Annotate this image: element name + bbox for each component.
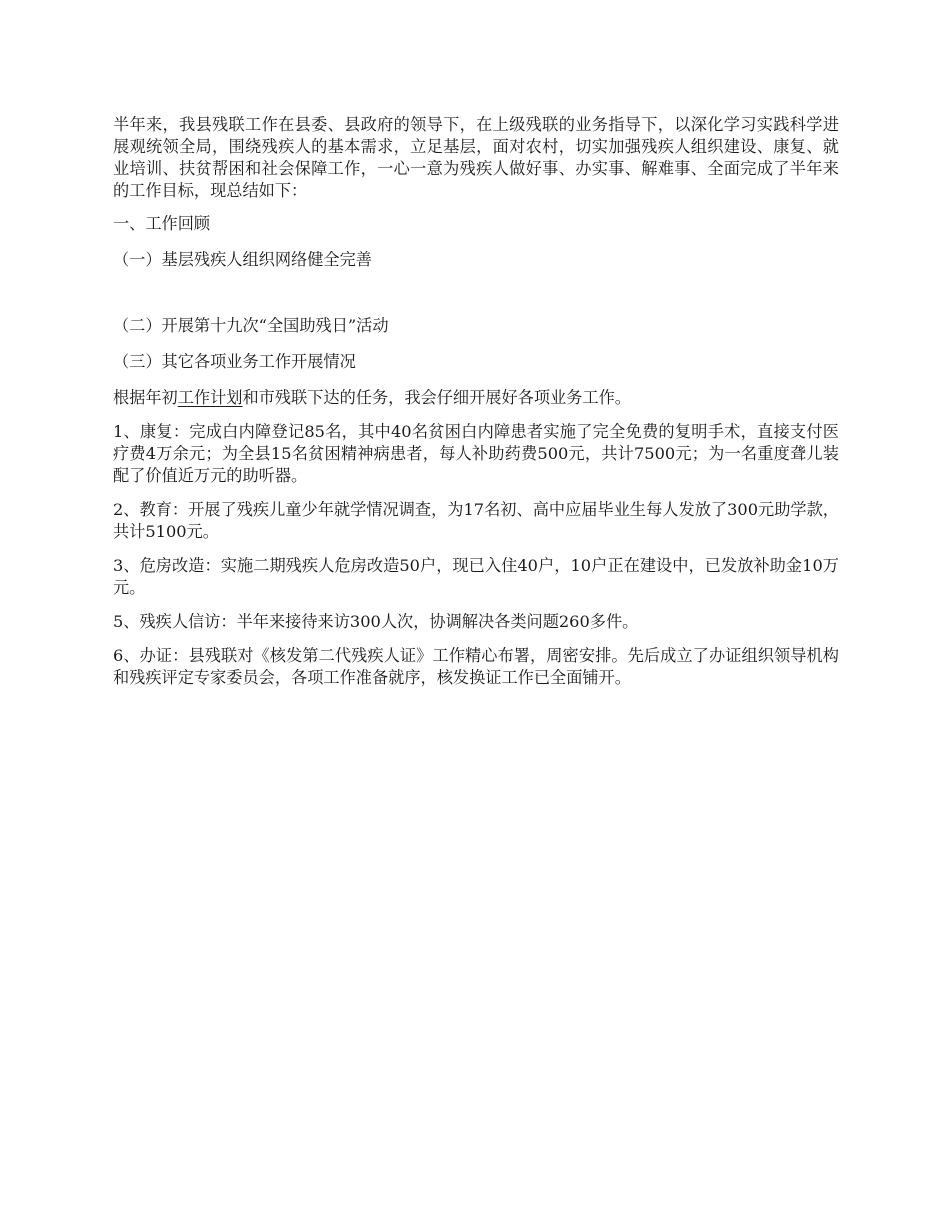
intro-paragraph: 半年来，我县残联工作在县委、县政府的领导下，在上级残联的业务指导下，以深化学习实践科学进展观统领全局，围绕残疾人的基本需求，立足基层，面对农村，切实加强残疾人组织建设、康复、就业培训、扶贫帮困和社会保障工作，一心一意为残疾人做好事、办实事、解难事、全面完成了半年来的工作目标，现总结如下： <box>113 115 839 200</box>
item-rehabilitation: 1、康复：完成白内障登记85名，其中40名贫困白内障患者实施了完全免费的复明手术，直接支付医疗费4万余元；为全县15名贫困精神病患者，每人补助药费500元，共计7500元；为一名重度聋儿装配了价值近万元的助听器。 <box>113 422 839 485</box>
item-petitions: 5、残疾人信访：半年来接待来访300人次，协调解决各类问题260多件。 <box>113 612 639 631</box>
work-plan-link[interactable]: 工作计划 <box>177 388 243 407</box>
subheading-other-business: （三）其它各项业务工作开展情况 <box>113 352 356 371</box>
item-certificates: 6、办证：县残联对《核发第二代残疾人证》工作精心布署，周密安排。先后成立了办证组织领导机构和残疾评定专家委员会，各项工作准备就序，核发换证工作已全面铺开。 <box>113 646 839 687</box>
document-page <box>113 114 839 701</box>
item-housing-renovation: 3、危房改造：实施二期残疾人危房改造50户，现已入住40户，10户正在建设中，已发放补助金10万元。 <box>113 556 839 597</box>
item-education: 2、教育：开展了残疾儿童少年就学情况调查，为17名初、高中应届毕业生每人发放了300元助学款，共计5100元。 <box>113 500 839 541</box>
section-heading-work-review: 一、工作回顾 <box>113 214 211 233</box>
plan-text-after: 和市残联下达的任务，我会仔细开展好各项业务工作。 <box>242 388 631 407</box>
plan-text-before: 根据年初 <box>113 388 178 407</box>
plan-paragraph <box>113 387 839 409</box>
subheading-grassroots-organization: （一）基层残疾人组织网络健全完善 <box>113 250 372 269</box>
subheading-disability-day-activity: （二）开展第十九次“全国助残日”活动 <box>113 316 389 335</box>
